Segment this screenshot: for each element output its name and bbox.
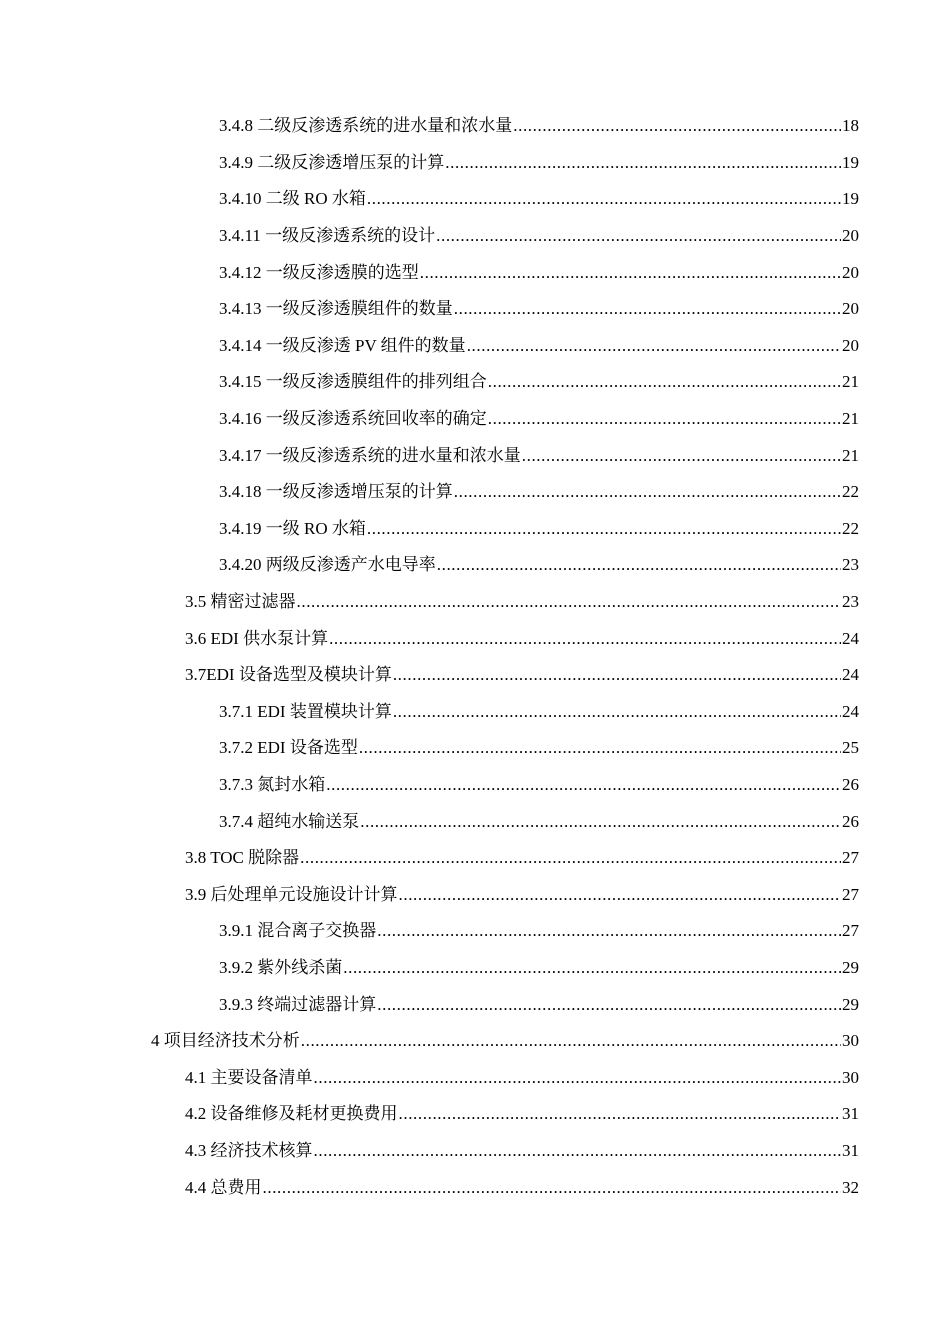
toc-entry-page-number: 26 xyxy=(842,811,859,831)
toc-entry-page-number: 24 xyxy=(842,628,859,648)
toc-entry-page-number: 19 xyxy=(842,152,859,172)
toc-entry-title: 4.3 经济技术核算 xyxy=(185,1140,313,1160)
toc-dot-leader xyxy=(420,263,841,283)
toc-entry-title: 3.5 精密过滤器 xyxy=(185,592,296,612)
toc-entry[interactable] xyxy=(219,511,859,548)
toc-entry[interactable] xyxy=(219,254,859,291)
toc-entry-title: 3.4.16 一级反渗透系统回收率的确定 xyxy=(219,409,487,429)
toc-entry[interactable] xyxy=(219,694,859,731)
toc-dot-leader xyxy=(454,299,841,319)
toc-entry-title: 3.4.14 一级反渗透 PV 组件的数量 xyxy=(219,335,466,355)
toc-entry-page-number: 23 xyxy=(842,555,859,575)
toc-entry[interactable] xyxy=(219,181,859,218)
toc-entry-page-number: 24 xyxy=(842,701,859,721)
toc-entry-page-number: 21 xyxy=(842,445,859,465)
toc-entry[interactable] xyxy=(185,584,859,621)
toc-entry-page-number: 20 xyxy=(842,299,859,319)
toc-entry[interactable] xyxy=(185,1096,859,1133)
toc-entry[interactable] xyxy=(219,986,859,1023)
toc-dot-leader xyxy=(513,116,841,136)
toc-entry-title: 3.4.15 一级反渗透膜组件的排列组合 xyxy=(219,372,487,392)
toc-dot-leader xyxy=(488,409,841,429)
toc-entry[interactable] xyxy=(219,437,859,474)
toc-entry-title: 3.4.9 二级反渗透增压泵的计算 xyxy=(219,152,445,172)
toc-entry-title: 3.7.3 氮封水箱 xyxy=(219,774,326,794)
toc-dot-leader xyxy=(367,519,841,539)
toc-entry-page-number: 30 xyxy=(842,1031,859,1051)
toc-entry-page-number: 20 xyxy=(842,335,859,355)
toc-entry[interactable] xyxy=(185,1133,859,1170)
toc-entry-page-number: 21 xyxy=(842,409,859,429)
toc-entry-title: 3.4.8 二级反渗透系统的进水量和浓水量 xyxy=(219,116,513,136)
toc-dot-leader xyxy=(263,1178,842,1198)
toc-entry-title: 3.6 EDI 供水泵计算 xyxy=(185,628,329,648)
toc-dot-leader xyxy=(314,1068,842,1088)
toc-entry-title: 3.8 TOC 脱除器 xyxy=(185,848,300,868)
toc-entry[interactable] xyxy=(185,620,859,657)
toc-entry-page-number: 27 xyxy=(842,848,859,868)
toc-entry-title: 3.7.4 超纯水输送泵 xyxy=(219,811,360,831)
toc-entry[interactable] xyxy=(219,547,859,584)
toc-dot-leader xyxy=(437,555,841,575)
toc-dot-leader xyxy=(393,702,841,722)
toc-entry-title: 3.4.12 一级反渗透膜的选型 xyxy=(219,262,419,282)
toc-entry[interactable] xyxy=(219,291,859,328)
toc-entry-page-number: 25 xyxy=(842,738,859,758)
toc-entry[interactable] xyxy=(219,108,859,145)
toc-entry-title: 3.4.18 一级反渗透增压泵的计算 xyxy=(219,482,453,502)
toc-entry-page-number: 24 xyxy=(842,665,859,685)
toc-dot-leader xyxy=(445,153,841,173)
toc-entry[interactable] xyxy=(219,474,859,511)
toc-dot-leader xyxy=(377,995,841,1015)
toc-dot-leader xyxy=(297,592,842,612)
toc-dot-leader xyxy=(326,775,841,795)
toc-entry-page-number: 32 xyxy=(842,1177,859,1197)
toc-entry-title: 3.4.13 一级反渗透膜组件的数量 xyxy=(219,299,453,319)
toc-entry-page-number: 31 xyxy=(842,1104,859,1124)
toc-entry[interactable] xyxy=(219,328,859,365)
toc-dot-leader xyxy=(467,336,841,356)
toc-entry-page-number: 27 xyxy=(842,921,859,941)
toc-entry-page-number: 26 xyxy=(842,774,859,794)
toc-entry-title: 4.1 主要设备清单 xyxy=(185,1067,313,1087)
toc-dot-leader xyxy=(377,921,841,941)
toc-dot-leader xyxy=(359,738,841,758)
toc-entry-title: 3.4.10 二级 RO 水箱 xyxy=(219,189,366,209)
toc-entry-title: 3.4.17 一级反渗透系统的进水量和浓水量 xyxy=(219,445,521,465)
toc-entry[interactable] xyxy=(185,1059,859,1096)
toc-dot-leader xyxy=(360,812,841,832)
toc-entry-page-number: 31 xyxy=(842,1140,859,1160)
toc-dot-leader xyxy=(314,1141,842,1161)
toc-dot-leader xyxy=(454,482,841,502)
toc-entry-title: 3.9.1 混合离子交换器 xyxy=(219,921,377,941)
toc-entry-page-number: 18 xyxy=(842,116,859,136)
toc-entry[interactable] xyxy=(219,803,859,840)
toc-entry[interactable] xyxy=(219,730,859,767)
toc-entry-title: 3.9.3 终端过滤器计算 xyxy=(219,994,377,1014)
toc-entry-page-number: 22 xyxy=(842,518,859,538)
toc-entry-page-number: 21 xyxy=(842,372,859,392)
toc-dot-leader xyxy=(522,446,841,466)
toc-entry[interactable] xyxy=(185,1169,859,1206)
toc-entry-title: 3.9.2 紫外线杀菌 xyxy=(219,957,343,977)
toc-entry[interactable] xyxy=(185,840,859,877)
toc-entry[interactable] xyxy=(185,876,859,913)
table-of-contents xyxy=(0,108,950,1206)
toc-dot-leader xyxy=(399,885,842,905)
toc-entry[interactable] xyxy=(219,145,859,182)
toc-dot-leader xyxy=(436,226,841,246)
toc-entry-title: 4 项目经济技术分析 xyxy=(151,1031,300,1051)
toc-entry-title: 3.9 后处理单元设施设计计算 xyxy=(185,884,398,904)
toc-entry-page-number: 22 xyxy=(842,482,859,502)
toc-entry[interactable] xyxy=(219,767,859,804)
toc-entry-page-number: 29 xyxy=(842,957,859,977)
toc-entry-page-number: 23 xyxy=(842,592,859,612)
toc-entry-title: 4.4 总费用 xyxy=(185,1177,262,1197)
toc-entry-page-number: 19 xyxy=(842,189,859,209)
toc-dot-leader xyxy=(300,848,841,868)
toc-entry[interactable] xyxy=(219,218,859,255)
toc-entry[interactable] xyxy=(219,913,859,950)
toc-dot-leader xyxy=(301,1031,841,1051)
toc-entry[interactable] xyxy=(219,401,859,438)
toc-entry-title: 3.7EDI 设备选型及模块计算 xyxy=(185,665,392,685)
toc-entry-page-number: 29 xyxy=(842,994,859,1014)
toc-entry-title: 3.7.1 EDI 装置模块计算 xyxy=(219,701,392,721)
toc-entry[interactable] xyxy=(185,657,859,694)
toc-entry-title: 4.2 设备维修及耗材更换费用 xyxy=(185,1104,398,1124)
toc-dot-leader xyxy=(393,665,841,685)
toc-dot-leader xyxy=(329,629,841,649)
toc-entry-title: 3.4.11 一级反渗透系统的设计 xyxy=(219,226,436,246)
toc-entry-page-number: 20 xyxy=(842,262,859,282)
toc-entry[interactable] xyxy=(219,364,859,401)
toc-entry-page-number: 20 xyxy=(842,226,859,246)
toc-entry[interactable] xyxy=(151,1023,859,1060)
toc-entry[interactable] xyxy=(219,950,859,987)
toc-entry-page-number: 27 xyxy=(842,884,859,904)
toc-dot-leader xyxy=(367,189,841,209)
toc-entry-title: 3.7.2 EDI 设备选型 xyxy=(219,738,358,758)
toc-dot-leader xyxy=(343,958,841,978)
toc-entry-page-number: 30 xyxy=(842,1067,859,1087)
toc-dot-leader xyxy=(488,372,841,392)
toc-entry-title: 3.4.19 一级 RO 水箱 xyxy=(219,518,366,538)
toc-entry-title: 3.4.20 两级反渗透产水电导率 xyxy=(219,555,436,575)
toc-dot-leader xyxy=(399,1104,842,1124)
